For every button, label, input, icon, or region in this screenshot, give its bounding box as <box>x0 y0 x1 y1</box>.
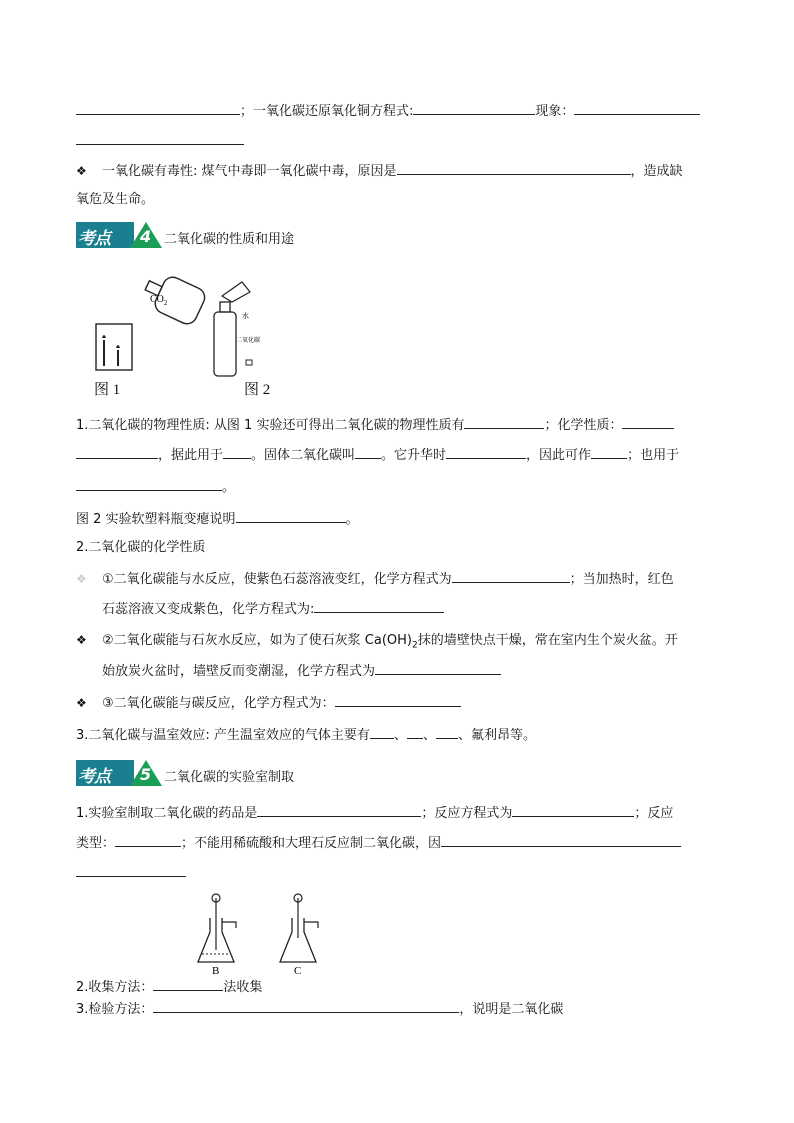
physical-text: 1.二氧化碳的物理性质: 从图 1 实验还可得出二氧化碳的物理性质有 <box>76 418 465 433</box>
flame-2-icon <box>116 345 120 348</box>
period: 。 <box>222 480 236 495</box>
flask-b-label: B <box>212 965 220 977</box>
test-line <box>76 998 563 1020</box>
collect-line <box>76 976 262 998</box>
use-text: ，据此用于 <box>158 448 224 463</box>
greenhouse-line: 3.二氧化碳与温室效应: 产生温室效应的气体主要有 、 、 、氟利昂等。 <box>76 724 536 746</box>
physical-props-line2 <box>76 444 679 466</box>
flask-apparatus <box>196 888 326 978</box>
figure-1-label: 图 1 <box>94 382 121 398</box>
badge-triangle-icon <box>130 760 162 786</box>
chem-item-3 <box>76 692 461 714</box>
bullet-icon: ❖ <box>76 633 87 647</box>
period-2: 。 <box>345 512 359 527</box>
toxic-line2: 氧危及生命。 <box>76 192 155 207</box>
flask-c <box>280 894 318 977</box>
water-reaction-text: ①二氧化碳能与水反应，使紫色石蕊溶液变红，化学方程式为 <box>102 572 452 587</box>
chem-item-1 <box>76 568 674 590</box>
test-tail: ，说明是二氧化碳 <box>459 1002 564 1017</box>
section-5-header <box>76 760 294 786</box>
physical-props-line1 <box>76 414 674 436</box>
line-copper <box>76 100 700 122</box>
water-label: 水 <box>242 312 249 320</box>
sulfuric-text: ；不能用稀硫酸和大理石反应制二氧化碳，因 <box>181 836 442 851</box>
chem-heading: 2.二氧化碳的化学性质 <box>76 540 206 555</box>
dry-ice-text: 。固体二氧化碳叫 <box>251 448 356 463</box>
badge-triangle-icon <box>130 222 162 248</box>
physical-props-line3 <box>76 476 235 498</box>
test-text: 3.检验方法： <box>76 1002 154 1017</box>
chem-item-2 <box>76 630 678 656</box>
lab-line3 <box>76 862 186 884</box>
chemical-label: ；化学性质： <box>544 418 623 433</box>
flame-1-icon <box>102 335 106 338</box>
lab-line1 <box>76 802 673 824</box>
limewater-tail: 抹的墙壁快点干燥，常在室内生个炭火盆。开 <box>417 633 678 648</box>
chem-item-1-line2 <box>102 598 444 620</box>
figure-2-label: 图 2 <box>244 382 271 398</box>
co2-bottle-label: 二氧化碳 <box>236 337 261 344</box>
beaker <box>96 324 132 370</box>
bullet-icon: ❖ <box>76 572 87 586</box>
wall-text: 始放炭火盆时，墙壁反而变潮湿，化学方程式为 <box>102 664 376 679</box>
badge-text: 考点 <box>78 229 110 249</box>
subscript: 2 <box>411 640 418 651</box>
fig2-text: 图 2 实验软塑料瓶变瘪说明 <box>76 512 236 527</box>
collect-text: 2.收集方法： <box>76 980 154 995</box>
sublime-text: 。它升华时 <box>381 448 447 463</box>
bullet-icon: ❖ <box>76 696 87 710</box>
section-4-header <box>76 222 294 248</box>
badge-text: 考点 <box>78 767 110 787</box>
chem-item-2-line2 <box>102 660 501 682</box>
toxic-item <box>76 160 683 182</box>
flask-c-label: C <box>294 965 302 977</box>
badge-box <box>76 222 134 248</box>
type-text: 类型： <box>76 836 116 851</box>
line-blank <box>76 130 244 152</box>
section-title: 二氧化碳的实验室制取 <box>164 770 295 785</box>
water-beaker <box>222 282 250 302</box>
used-as-text: ，因此可作 <box>526 448 592 463</box>
figure2-explain <box>76 508 359 530</box>
badge-number: 5 <box>140 765 152 784</box>
heating-text: ；当加热时，红色 <box>569 572 674 587</box>
litmus-text: 石蕊溶液又变成紫色，化学方程式为: <box>102 602 315 617</box>
bullet-icon: ❖ <box>76 164 87 178</box>
badge-number: 4 <box>140 227 152 246</box>
text-co-reduce: ；一氧化碳还原氧化铜方程式: <box>240 104 414 119</box>
section-title: 二氧化碳的性质和用途 <box>164 232 295 247</box>
collect-tail: 法收集 <box>223 980 263 995</box>
freon-text: 氟利昂等。 <box>470 728 536 743</box>
limewater-text: ②二氧化碳能与石灰水反应，如为了使石灰浆 Ca(OH) <box>102 633 412 648</box>
reaction-text: ；反应 <box>634 806 674 821</box>
lab-line2 <box>76 832 681 854</box>
text-phenomenon: 现象： <box>535 104 575 119</box>
also-used-text: ；也用于 <box>627 448 680 463</box>
equation-text: ；反应方程式为 <box>421 806 513 821</box>
flask-b <box>198 894 236 977</box>
co2-label: $CO_2$ <box>150 294 168 307</box>
badge-box <box>76 760 134 786</box>
carbon-reaction-text: ③二氧化碳能与碳反应，化学方程式为： <box>102 696 335 711</box>
plastic-bottle <box>214 312 236 376</box>
toxic-tail: ，造成缺 <box>630 164 683 179</box>
greenhouse-text: 3.二氧化碳与温室效应: 产生温室效应的气体主要有 <box>76 728 370 743</box>
toxic-text: 一氧化碳有毒性: 煤气中毒即一氧化碳中毒，原因是 <box>102 164 397 179</box>
reagents-text: 1.实验室制取二氧化碳的药品是 <box>76 806 258 821</box>
